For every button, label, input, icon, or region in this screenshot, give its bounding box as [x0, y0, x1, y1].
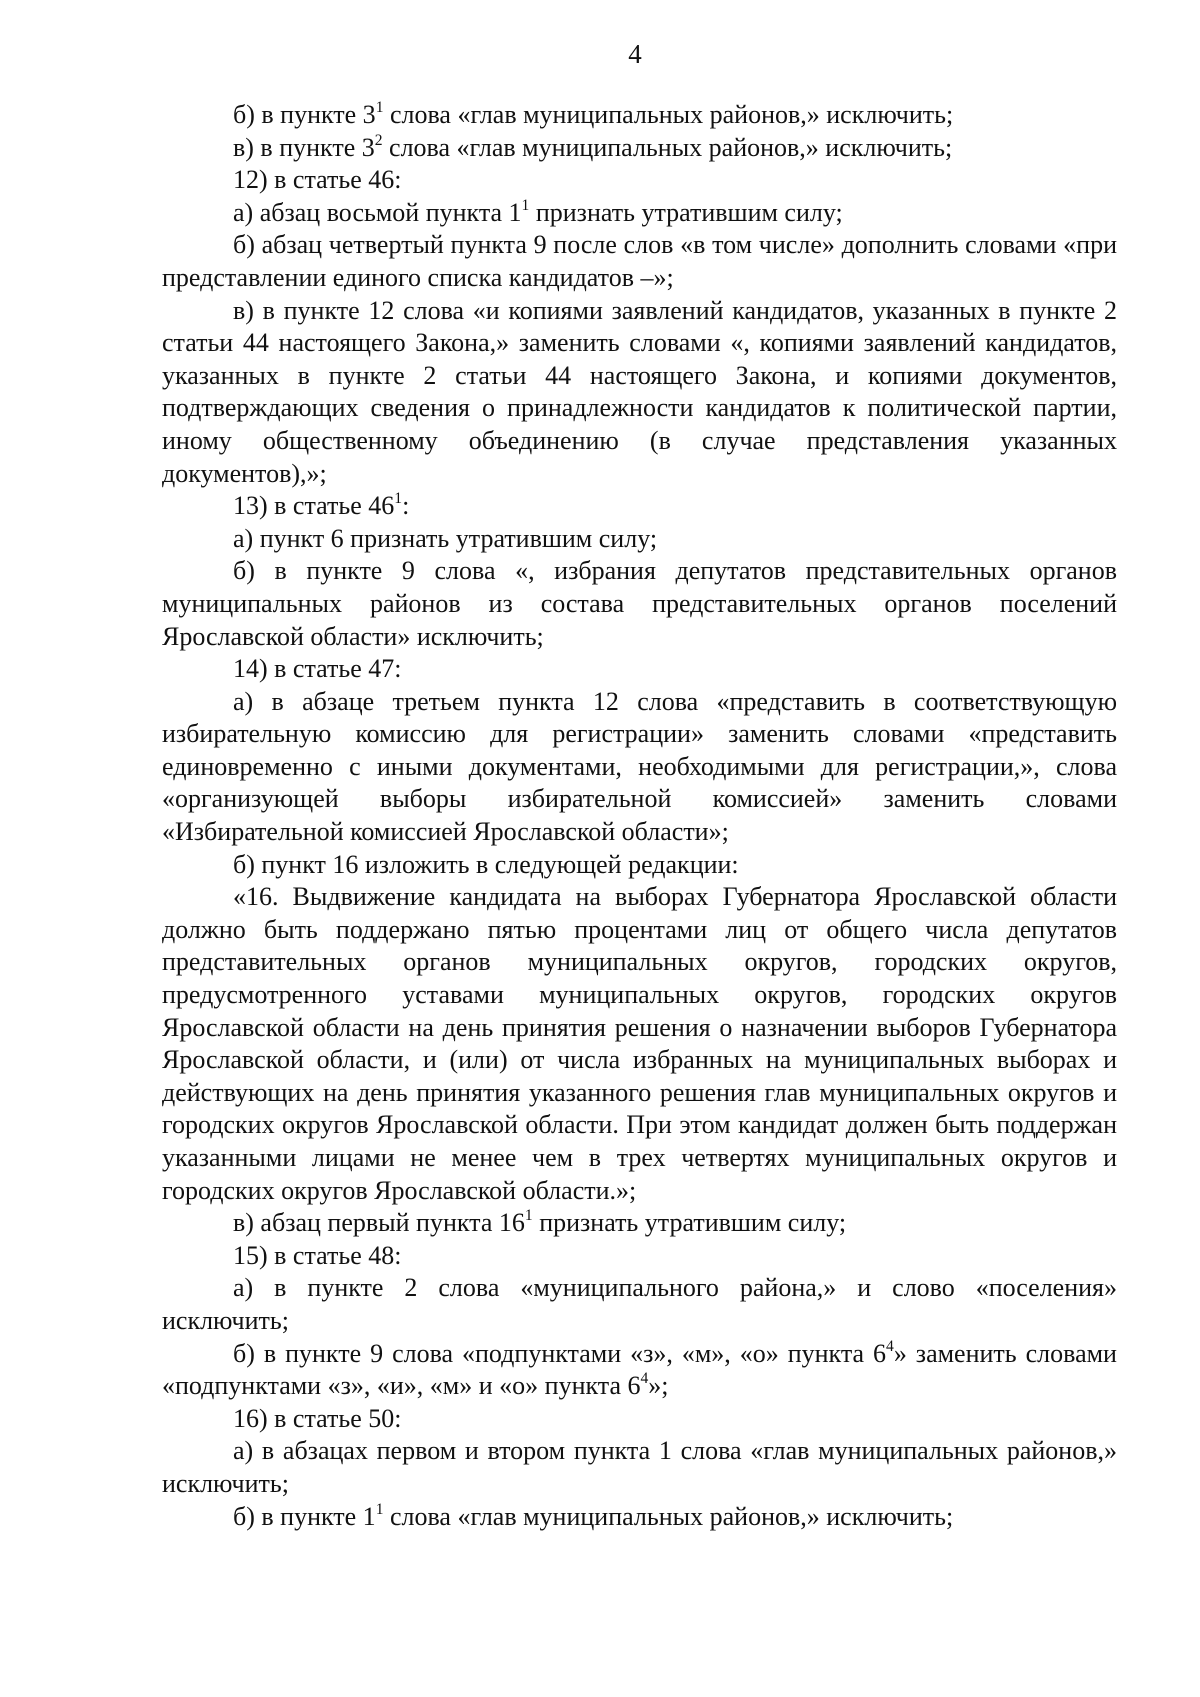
paragraph [162, 99, 1117, 132]
paragraph-text: а) в абзаце третьем пункта 12 слова «представить в соответствующую избирательную комиссию для регистрации» заменить словами «представить единовременно с иными документами, необходимыми для регистрации,», слова «организующей выборы избирательной комиссией» заменить словами «Избирательной комиссией Ярославской области»; [162, 686, 1117, 847]
paragraph-text: 16) в статье 50: [233, 1403, 402, 1433]
paragraph-text: а) в абзацах первом и втором пункта 1 слова «глав муниципальных районов,» исключить; [162, 1436, 1117, 1498]
paragraph-text: б) в пункте 3 [233, 100, 376, 129]
paragraph-text: 15) в статье 48: [233, 1240, 402, 1270]
paragraph-text: слова «глав муниципальных районов,» исключить; [383, 1501, 954, 1531]
paragraph [162, 653, 1117, 686]
paragraph [162, 197, 1117, 230]
paragraph-text: в) в пункте 3 [233, 132, 375, 162]
paragraph [162, 1435, 1117, 1500]
paragraph [162, 1403, 1117, 1436]
paragraph-text: : [402, 491, 410, 521]
superscript: 4 [640, 1370, 649, 1388]
paragraph [162, 523, 1117, 556]
superscript: 1 [375, 99, 384, 117]
superscript: 2 [374, 131, 383, 149]
paragraph-text: признать утратившим силу; [532, 1208, 847, 1238]
superscript: 4 [886, 1337, 894, 1355]
paragraph [162, 229, 1117, 294]
paragraph-text: 13) в статье 46 [233, 491, 395, 521]
paragraph [162, 164, 1117, 197]
paragraph [162, 849, 1117, 882]
superscript: 1 [375, 1500, 384, 1518]
superscript: 1 [394, 490, 403, 508]
paragraph [162, 555, 1117, 653]
paragraph [162, 1272, 1117, 1337]
paragraph [162, 132, 1117, 165]
paragraph [162, 1240, 1117, 1273]
paragraph-text: «16. Выдвижение кандидата на выборах Губернатора Ярославской области должно быть поддержано пятью процентами лиц от общего числа депутатов представительных органов муниципальных округов, городских округов, предусмотренного уставами муниципальных округов, городских округов Ярославской области на день принятия решения о назначении выборов Губернатора Ярославской области, и (или) от числа избранных на муниципальных выборах и действующих на день принятия указанного решения глав муниципальных округов и городских округов Ярославской области. При этом кандидат должен быть поддержан указанными лицами не менее чем в трех четвертях муниципальных округов и городских округов Ярославской области.»; [162, 882, 1117, 1205]
paragraph [162, 686, 1117, 849]
paragraph-text: » заменить словами «подпунктами «з», «и», «м» и «о» пункта 6 [162, 1338, 1117, 1401]
paragraph-text: в) абзац первый пункта 16 [233, 1208, 525, 1238]
paragraph-text: б) пункт 16 изложить в следующей редакции: [233, 849, 739, 879]
paragraph-text: слова «глав муниципальных районов,» исключить; [383, 100, 954, 129]
paragraph-text: »; [648, 1371, 669, 1401]
paragraph-text: б) абзац четвертый пункта 9 после слов «в том числе» дополнить словами «при представлении единого списка кандидатов –»; [162, 230, 1117, 292]
paragraph-text: б) в пункте 9 слова «, избрания депутатов представительных органов муниципальных районов из состава представительных органов поселений Ярославской области» исключить; [162, 556, 1117, 651]
paragraph-text: б) в пункте 1 [233, 1501, 376, 1531]
paragraph [162, 1207, 1117, 1240]
paragraph-text: а) в пункте 2 слова «муниципального района,» и слово «поселения» исключить; [162, 1273, 1117, 1335]
paragraph-text: 12) в статье 46: [233, 165, 402, 195]
paragraph-text: слова «глав муниципальных районов,» исключить; [382, 132, 953, 162]
paragraph-text: в) в пункте 12 слова «и копиями заявлений кандидатов, указанных в пункте 2 статьи 44 настоящего Закона,» заменить словами «, копиями заявлений кандидатов, указанных в пункте 2 статьи 44 настоящего Закона, и копиями документов, подтверждающих сведения о принадлежности кандидатов к политической партии, иному общественному объединению (в случае представления указанных документов),»; [162, 295, 1117, 488]
paragraph-text: признать утратившим силу; [529, 197, 843, 227]
paragraph-text: 14) в статье 47: [233, 654, 402, 684]
paragraph [162, 295, 1117, 491]
paragraph [162, 490, 1117, 523]
paragraph-text: а) абзац восьмой пункта 1 [233, 197, 522, 227]
paragraph [162, 881, 1117, 1207]
document-body [162, 99, 1117, 1533]
paragraph [162, 1501, 1117, 1534]
paragraph [162, 1338, 1117, 1403]
superscript: 1 [524, 1207, 533, 1225]
paragraph-text: б) в пункте 9 слова «подпунктами «з», «м», «о» пункта 6 [233, 1338, 887, 1368]
page-number: 4 [628, 39, 642, 69]
superscript: 1 [521, 196, 530, 214]
paragraph-text: а) пункт 6 признать утратившим силу; [233, 523, 658, 553]
